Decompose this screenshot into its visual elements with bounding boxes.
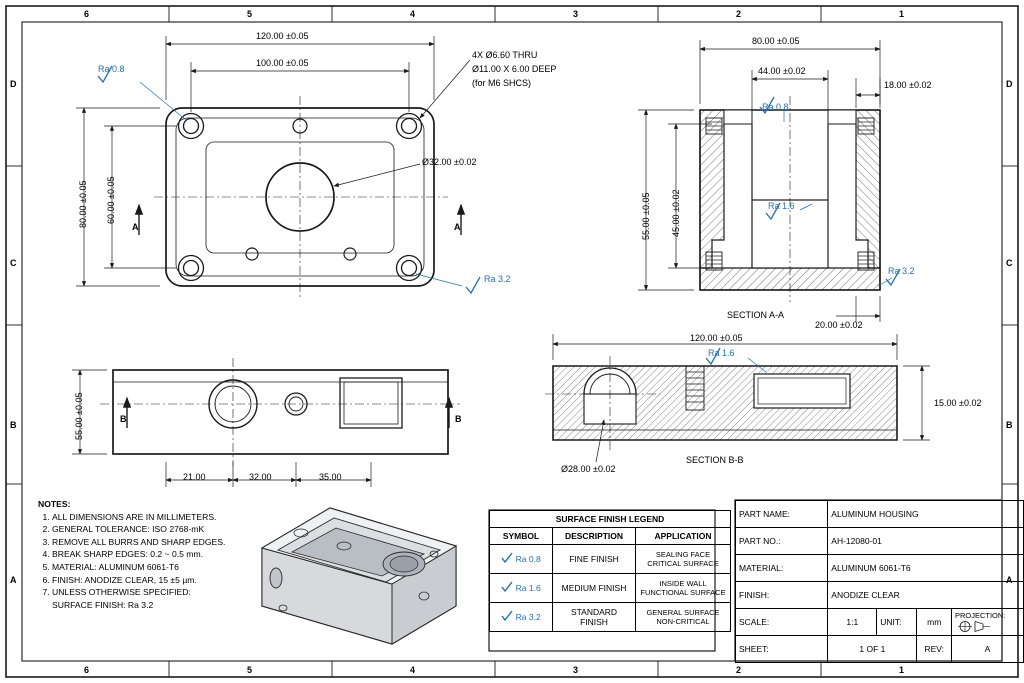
dim-top-bore: Ø32.00 ±0.02 xyxy=(422,157,477,167)
finish-label-ra08-top: Ra 0.8 xyxy=(98,64,125,74)
dim-bb-15: 15.00 ±0.02 xyxy=(934,398,982,408)
legend-row xyxy=(490,574,731,603)
projection-cell xyxy=(951,609,1023,636)
zone-right-d: D xyxy=(1006,79,1013,89)
zone-left-c: C xyxy=(10,258,17,268)
section-mark-a-right: A xyxy=(454,222,461,232)
finish-label-ra08-aa: Ra 0.8 xyxy=(762,102,789,112)
zone-bottom-6: 6 xyxy=(84,665,90,675)
projection-label: PROJECTION: xyxy=(954,610,1006,620)
dim-front-55: 55.00 ±0.05 xyxy=(74,392,84,440)
legend-application-line1: SEALING FACE xyxy=(655,550,711,559)
legend-header-description: DESCRIPTION xyxy=(553,528,636,545)
note-item: 2. GENERAL TOLERANCE: ISO 2768-mK xyxy=(52,523,288,536)
first-angle-projection-icon xyxy=(957,620,991,635)
legend-description: STANDARD FINISH xyxy=(553,603,636,632)
section-mark-a-left: A xyxy=(132,222,139,232)
note-item: 5. MATERIAL: ALUMINUM 6061-T6 xyxy=(52,561,288,574)
note-item: 3. REMOVE ALL BURRS AND SHARP EDGES. xyxy=(52,536,288,549)
legend-application-line1: INSIDE WALL xyxy=(659,579,707,588)
material-value: ALUMINUM 6061-T6 xyxy=(828,555,1024,582)
notes-title: NOTES: xyxy=(38,499,71,509)
dim-top-100: 100.00 ±0.05 xyxy=(256,58,309,68)
zone-top-3: 3 xyxy=(573,9,579,19)
legend-application xyxy=(636,574,731,603)
part-name-label: PART NAME: xyxy=(736,501,828,528)
legend-description: FINE FINISH xyxy=(553,545,636,574)
title-block-row xyxy=(736,528,1024,555)
rev-label: REV: xyxy=(917,636,951,663)
zone-right-a: A xyxy=(1006,575,1013,585)
legend-symbol-cell xyxy=(490,574,553,603)
notes-block xyxy=(38,498,288,611)
note-item: 6. FINISH: ANODIZE CLEAR, 15 ±5 µm. xyxy=(52,574,288,587)
dim-top-120: 120.00 ±0.05 xyxy=(256,31,309,41)
note-item: 7. UNLESS OTHERWISE SPECIFIED: xyxy=(52,586,288,599)
title-block-row xyxy=(736,582,1024,609)
zone-left-b: B xyxy=(10,420,17,430)
dim-bb-120: 120.00 ±0.05 xyxy=(690,333,743,343)
zone-right-c: C xyxy=(1006,258,1013,268)
zone-top-6: 6 xyxy=(84,9,90,19)
legend-symbol-cell xyxy=(490,603,553,632)
dim-front-35: 35.00 xyxy=(319,472,342,482)
finish-check-icon xyxy=(501,610,513,624)
note-item: 1. ALL DIMENSIONS ARE IN MILLIMETERS. xyxy=(52,511,288,524)
legend-row xyxy=(490,603,731,632)
notes-list xyxy=(38,511,288,599)
finish-label-ra32-top: Ra 3.2 xyxy=(484,274,511,284)
title-block-row xyxy=(736,501,1024,528)
dim-aa-20: 20.00 ±0.02 xyxy=(815,320,863,330)
sheet-value: 1 OF 1 xyxy=(828,636,917,663)
unit-label: UNIT: xyxy=(877,609,917,636)
dim-aa-45: 45.00 ±0.02 xyxy=(671,189,681,237)
dim-bb-28: Ø28.00 ±0.02 xyxy=(561,464,616,474)
section-mark-b-left: B xyxy=(120,414,127,424)
sheet-label: SHEET: xyxy=(736,636,828,663)
dim-aa-18: 18.00 ±0.02 xyxy=(884,80,932,90)
legend-application-line2: FUNCTIONAL SURFACE xyxy=(640,588,726,597)
legend-header-symbol: SYMBOL xyxy=(490,528,553,545)
zone-left-d: D xyxy=(10,79,17,89)
title-block xyxy=(735,500,1024,663)
title-block-row xyxy=(736,636,1024,663)
zone-left-a: A xyxy=(10,575,17,585)
dim-aa-44: 44.00 ±0.02 xyxy=(758,66,806,76)
zone-top-5: 5 xyxy=(247,9,253,19)
zone-top-2: 2 xyxy=(736,9,742,19)
dim-aa-55: 55.00 ±0.05 xyxy=(641,192,651,240)
legend-application-line2: CRITICAL SURFACE xyxy=(647,559,719,568)
part-name-value: ALUMINUM HOUSING xyxy=(828,501,1024,528)
part-no-value: AH-12080-01 xyxy=(828,528,1024,555)
material-label: MATERIAL: xyxy=(736,555,828,582)
scale-label: SCALE: xyxy=(736,609,828,636)
zone-bottom-1: 1 xyxy=(899,665,905,675)
finish-label-ra16-aa: Ra 1.6 xyxy=(768,201,795,211)
zone-top-1: 1 xyxy=(899,9,905,19)
legend-symbol-text: Ra 3.2 xyxy=(515,612,541,622)
unit-value: mm xyxy=(917,609,951,636)
legend-symbol-text: Ra 0.8 xyxy=(515,554,541,564)
hole-note-line2: Ø11.00 X 6.00 DEEP xyxy=(472,64,557,74)
finish-check-icon xyxy=(501,581,513,595)
finish-label-ra32-aa: Ra 3.2 xyxy=(888,266,915,276)
finish-value: ANODIZE CLEAR xyxy=(828,582,1024,609)
legend-application-line1: GENERAL SURFACE xyxy=(646,608,720,617)
legend-row xyxy=(490,545,731,574)
zone-bottom-5: 5 xyxy=(247,665,253,675)
legend-header-application: APPLICATION xyxy=(636,528,731,545)
part-no-label: PART NO.: xyxy=(736,528,828,555)
hole-note-line1: 4X Ø6.60 THRU xyxy=(472,50,538,60)
legend-description: MEDIUM FINISH xyxy=(553,574,636,603)
title-block-row xyxy=(736,609,1024,636)
section-aa-title: SECTION A-A xyxy=(727,310,785,320)
hole-note-line3: (for M6 SHCS) xyxy=(472,78,532,88)
dim-top-60: 60.00 ±0.05 xyxy=(106,176,116,224)
legend-symbol-text: Ra 1.6 xyxy=(515,583,541,593)
legend-application xyxy=(636,545,731,574)
dim-front-32: 32.00 xyxy=(249,472,272,482)
section-mark-b-right: B xyxy=(455,414,462,424)
title-block-row xyxy=(736,555,1024,582)
dim-aa-80: 80.00 ±0.05 xyxy=(752,36,800,46)
zone-bottom-3: 3 xyxy=(573,665,579,675)
finish-check-icon xyxy=(501,552,513,566)
scale-value: 1:1 xyxy=(828,609,877,636)
dim-top-80: 80.00 ±0.05 xyxy=(78,180,88,228)
note-item: 4. BREAK SHARP EDGES: 0.2 ~ 0.5 mm. xyxy=(52,548,288,561)
zone-right-b: B xyxy=(1006,420,1013,430)
surface-finish-legend xyxy=(489,510,731,632)
zone-bottom-4: 4 xyxy=(410,665,416,675)
legend-symbol-cell xyxy=(490,545,553,574)
dim-front-21: 21.00 xyxy=(183,472,206,482)
legend-title: SURFACE FINISH LEGEND xyxy=(490,511,731,528)
zone-top-4: 4 xyxy=(410,9,416,19)
finish-label: FINISH: xyxy=(736,582,828,609)
legend-application xyxy=(636,603,731,632)
section-bb-title: SECTION B-B xyxy=(686,455,744,465)
note-item-7-sub: SURFACE FINISH: Ra 3.2 xyxy=(52,599,154,610)
zone-bottom-2: 2 xyxy=(736,665,742,675)
rev-value: A xyxy=(951,636,1023,663)
legend-application-line2: NON-CRITICAL xyxy=(656,617,710,626)
finish-label-ra16-bb: Ra 1.6 xyxy=(708,348,735,358)
